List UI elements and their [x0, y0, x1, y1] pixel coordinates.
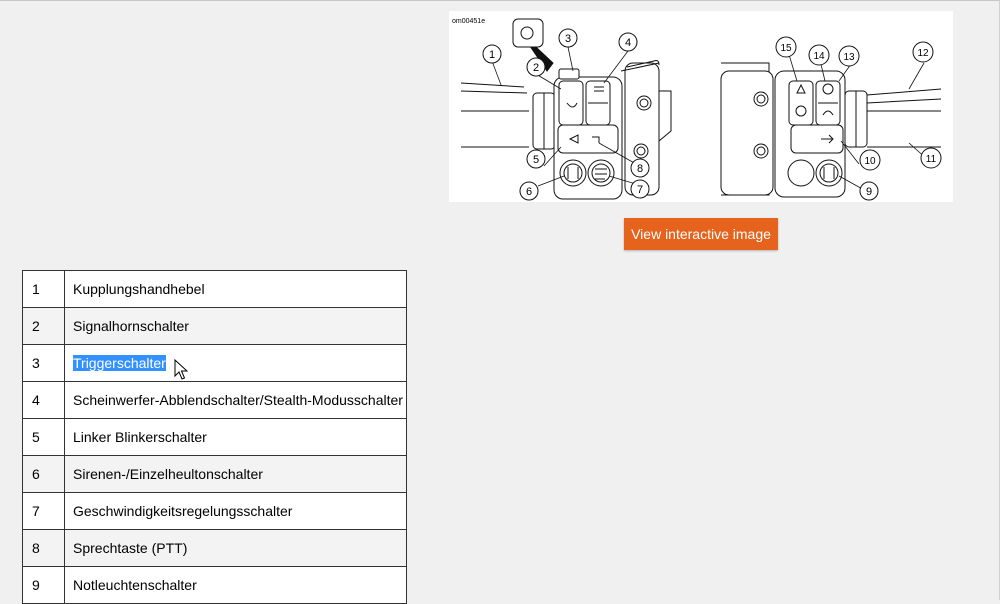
svg-text:14: 14 [813, 51, 825, 62]
right-switch-housing [721, 63, 941, 197]
row-number: 2 [23, 308, 65, 345]
row-description: Sprechtaste (PTT) [65, 530, 407, 567]
svg-text:8: 8 [636, 163, 644, 175]
svg-text:2: 2 [532, 62, 540, 74]
row-description: Linker Blinkerschalter [65, 419, 407, 456]
svg-text:15: 15 [780, 43, 792, 54]
callout-14 [809, 45, 829, 65]
callout-4 [619, 33, 637, 51]
row-description: Signalhornschalter [65, 308, 407, 345]
callout-10 [860, 150, 880, 170]
table-row [23, 530, 407, 567]
svg-text:9: 9 [865, 186, 873, 198]
row-number: 4 [23, 382, 65, 419]
figure-code: om00451e [452, 18, 486, 25]
table-row [23, 493, 407, 530]
callout-11 [921, 148, 941, 168]
svg-text:1: 1 [488, 49, 496, 61]
table-row [23, 382, 407, 419]
row-number: 8 [23, 530, 65, 567]
table-row [23, 271, 407, 308]
svg-text:6: 6 [525, 186, 533, 198]
table-row [23, 456, 407, 493]
svg-text:13: 13 [843, 52, 855, 63]
top-border [0, 0, 1000, 1]
table-row [23, 345, 407, 382]
callout-7 [631, 180, 649, 198]
row-number: 1 [23, 271, 65, 308]
row-description: Geschwindigkeitsregelungsschalter [65, 493, 407, 530]
mouse-cursor-icon [174, 359, 188, 381]
svg-text:4: 4 [624, 37, 632, 49]
callout-8 [631, 159, 649, 177]
row-description: Scheinwerfer-Abblendschalter/Stealth-Modusschalter [65, 382, 407, 419]
callout-9 [860, 182, 878, 200]
row-number: 7 [23, 493, 65, 530]
row-description: Kupplungshandhebel [65, 271, 407, 308]
table-row [23, 308, 407, 345]
row-number: 5 [23, 419, 65, 456]
svg-text:10: 10 [864, 156, 876, 167]
svg-text:11: 11 [925, 154, 937, 165]
handlebar-switch-illustration [449, 11, 953, 202]
svg-text:7: 7 [636, 184, 644, 196]
row-number: 9 [23, 567, 65, 604]
view-interactive-image-button[interactable]: View interactive image [624, 218, 778, 250]
row-description: Sirenen-/Einzelheultonschalter [65, 456, 407, 493]
callout-15 [776, 37, 796, 57]
table-row [23, 567, 407, 604]
svg-text:5: 5 [532, 154, 540, 166]
svg-text:12: 12 [917, 48, 929, 59]
row-description [65, 345, 407, 382]
callout-12 [913, 42, 933, 62]
legend-table [22, 270, 407, 604]
svg-text:3: 3 [564, 33, 572, 45]
row-number: 6 [23, 456, 65, 493]
table-row [23, 419, 407, 456]
selected-text: Triggerschalter [73, 355, 166, 371]
callout-1 [483, 45, 501, 63]
callout-2 [527, 58, 545, 76]
callout-3 [559, 29, 577, 47]
callout-5 [527, 150, 545, 168]
callout-13 [839, 46, 859, 66]
row-number: 3 [23, 345, 65, 382]
callout-6 [520, 182, 538, 200]
row-description: Notleuchtenschalter [65, 567, 407, 604]
